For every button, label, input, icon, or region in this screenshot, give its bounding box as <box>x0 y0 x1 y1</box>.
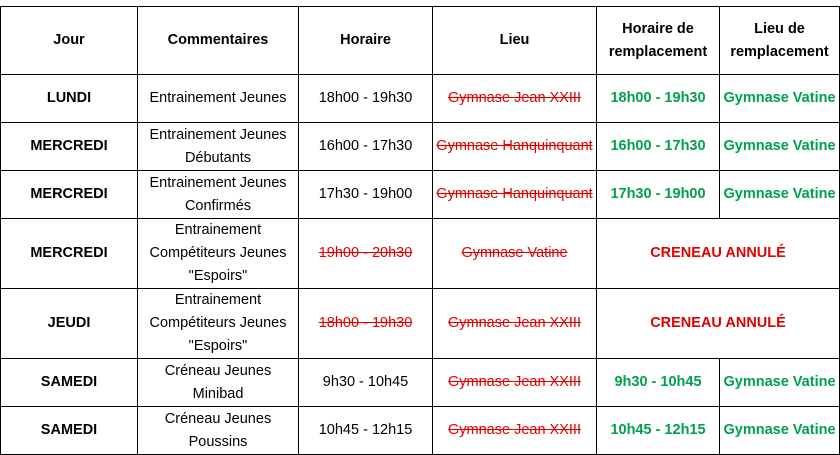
table-row <box>1 289 840 359</box>
comment-cell: Entrainement Jeunes Confirmés <box>138 171 299 219</box>
day-cell: MERCREDI <box>1 123 138 171</box>
header-horaire: Horaire <box>299 7 433 75</box>
venue-cell-struck: Gymnase Jean XXIII <box>433 359 597 407</box>
time-cell: 17h30 - 19h00 <box>299 171 433 219</box>
header-horaire-remplacement: Horaire de remplacement <box>597 7 720 75</box>
time-cell-struck: 18h00 - 19h30 <box>299 289 433 359</box>
schedule-table <box>0 6 840 455</box>
table-row <box>1 75 840 123</box>
venue-cell-struck: Gymnase Hanquinquant <box>433 171 597 219</box>
replacement-time-cell: 17h30 - 19h00 <box>597 171 720 219</box>
replacement-venue-cell: Gymnase Vatine <box>720 407 840 455</box>
table-row <box>1 171 840 219</box>
day-cell: MERCREDI <box>1 219 138 289</box>
table-row <box>1 219 840 289</box>
venue-cell-struck: Gymnase Jean XXIII <box>433 407 597 455</box>
day-cell: MERCREDI <box>1 171 138 219</box>
time-cell: 16h00 - 17h30 <box>299 123 433 171</box>
day-cell: SAMEDI <box>1 407 138 455</box>
replacement-time-cell: 9h30 - 10h45 <box>597 359 720 407</box>
header-row <box>1 7 840 75</box>
time-cell-struck: 19h00 - 20h30 <box>299 219 433 289</box>
replacement-venue-cell: Gymnase Vatine <box>720 75 840 123</box>
cancelled-slot-cell: CRENEAU ANNULÉ <box>597 219 840 289</box>
header-lieu-remplacement: Lieu de remplacement <box>720 7 840 75</box>
comment-cell: Entrainement Compétiteurs Jeunes "Espoirs" <box>138 289 299 359</box>
header-lieu: Lieu <box>433 7 597 75</box>
replacement-venue-cell: Gymnase Vatine <box>720 171 840 219</box>
venue-cell-struck: Gymnase Jean XXIII <box>433 289 597 359</box>
replacement-time-cell: 10h45 - 12h15 <box>597 407 720 455</box>
time-cell: 10h45 - 12h15 <box>299 407 433 455</box>
table-row <box>1 407 840 455</box>
comment-cell: Entrainement Jeunes <box>138 75 299 123</box>
comment-cell: Entrainement Compétiteurs Jeunes "Espoirs" <box>138 219 299 289</box>
venue-cell-struck: Gymnase Jean XXIII <box>433 75 597 123</box>
day-cell: SAMEDI <box>1 359 138 407</box>
comment-cell: Créneau Jeunes Poussins <box>138 407 299 455</box>
header-commentaires: Commentaires <box>138 7 299 75</box>
replacement-venue-cell: Gymnase Vatine <box>720 123 840 171</box>
comment-cell: Entrainement Jeunes Débutants <box>138 123 299 171</box>
replacement-venue-cell: Gymnase Vatine <box>720 359 840 407</box>
cancelled-slot-cell: CRENEAU ANNULÉ <box>597 289 840 359</box>
venue-cell-struck: Gymnase Vatine <box>433 219 597 289</box>
replacement-time-cell: 16h00 - 17h30 <box>597 123 720 171</box>
table-row <box>1 123 840 171</box>
header-jour: Jour <box>1 7 138 75</box>
time-cell: 18h00 - 19h30 <box>299 75 433 123</box>
day-cell: LUNDI <box>1 75 138 123</box>
comment-cell: Créneau Jeunes Minibad <box>138 359 299 407</box>
venue-cell-struck: Gymnase Hanquinquant <box>433 123 597 171</box>
day-cell: JEUDI <box>1 289 138 359</box>
replacement-time-cell: 18h00 - 19h30 <box>597 75 720 123</box>
table-row <box>1 359 840 407</box>
time-cell: 9h30 - 10h45 <box>299 359 433 407</box>
